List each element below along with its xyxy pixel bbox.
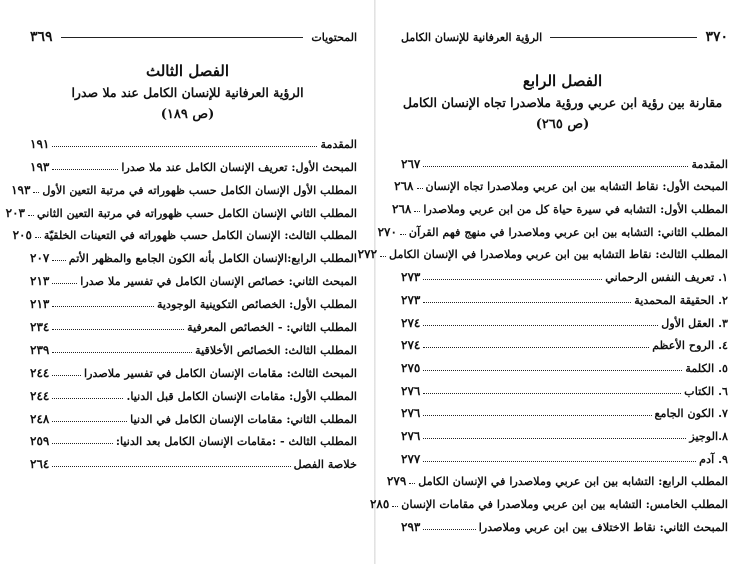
toc-entry-title: المطلب الثالث: الخصائص الأخلاقية [195, 342, 357, 357]
toc-entry [30, 128, 357, 151]
toc-entry-title: المقدمة [691, 156, 728, 171]
toc-entry-page: ٢٤٤ [30, 365, 50, 380]
toc-entry-title: المطلب الرابع:الإنسان الكامل بأنه الكون الجامع والمظهر الأتم [68, 251, 357, 266]
right-page [357, 0, 750, 564]
dot-leader [52, 329, 184, 330]
toc-entry-page: ٢٦٧ [401, 156, 421, 171]
toc-entry-page: ٢٧٩ [386, 474, 407, 489]
toc-entry [30, 242, 357, 265]
toc-entry [5, 197, 357, 220]
dot-leader [423, 461, 696, 462]
dot-leader [28, 215, 34, 216]
toc-entry [357, 239, 728, 262]
toc-entry-page: ١٩١ [30, 136, 50, 151]
dot-leader [52, 283, 77, 284]
toc-entry-page: ٢٧٤ [401, 338, 421, 353]
toc-entry-page: ٢٣٤ [30, 320, 50, 335]
toc-entry-title: المطلب الأول: التشابه في سيرة حياة كل من ابن عربي وملاصدرا [423, 202, 728, 217]
toc-entry [369, 488, 728, 511]
toc-entry [401, 352, 728, 375]
toc-entry-title: المبحث الأول: تعريف الإنسان الكامل عند ملا صدرا [121, 159, 357, 174]
toc-entry-page: ٢٥٩ [30, 434, 50, 449]
toc-entry-page: ٢٧٤ [401, 315, 421, 330]
dot-leader [52, 260, 65, 261]
dot-leader [423, 166, 688, 167]
toc-entry [30, 380, 357, 403]
toc-entry-title: المطلب الرابع: التشابه بين ابن عربي وملاصدرا في الإنسان الكامل [418, 474, 728, 489]
left-toc-list [0, 128, 378, 472]
toc-entry [30, 288, 357, 311]
toc-entry-page: ٢٤٤ [30, 388, 50, 403]
toc-entry-title: ٣. العقل الأول [661, 315, 728, 330]
toc-entry [11, 174, 357, 197]
toc-entry-page: ٢١٣ [30, 297, 50, 312]
toc-entry-title: المبحث الثالث: مقامات الإنسان الكامل في تفسير ملاصدرا [84, 365, 357, 380]
toc-entry [30, 357, 357, 380]
toc-entry-page: ٢٦٨ [392, 202, 412, 217]
toc-entry [401, 330, 728, 353]
dot-leader [52, 352, 192, 353]
toc-entry [377, 216, 728, 239]
dot-leader [423, 529, 475, 530]
toc-entry-page: ٢٦٨ [394, 179, 414, 194]
dot-leader [423, 302, 631, 303]
dot-leader [417, 188, 423, 189]
toc-entry-title: المطلب الثالث: نقاط التشابه بين ابن عربي وملاصدرا في الإنسان الكامل [389, 247, 728, 262]
toc-entry-title: المطلب الخامس: التشابه بين ابن عربي وملاصدرا في مقامات الإنسان [401, 497, 728, 511]
dot-leader [423, 347, 649, 348]
toc-entry-page: ٢٩٣ [401, 519, 421, 534]
toc-entry-page: ٢٤٨ [30, 411, 50, 426]
toc-entry [30, 403, 357, 426]
running-header-title: المحتويات [311, 30, 357, 44]
toc-entry-page: ٢٨٥ [369, 497, 390, 511]
toc-entry-page: ٢٠٣ [5, 205, 25, 220]
toc-entry-title: ٥. الكلمة [685, 360, 728, 375]
toc-entry [394, 171, 728, 194]
toc-entry [401, 420, 728, 443]
dot-leader [52, 421, 127, 422]
dot-leader [33, 192, 39, 193]
page-number: ٣٦٩ [30, 29, 53, 45]
dot-leader [423, 370, 682, 371]
chapter-subtitle: الرؤية العرفانية للإنسان الكامل عند ملا صدرا [71, 85, 304, 100]
chapter-subtitle: مقارنة بين رؤية ابن عربي ورؤية ملاصدرا تجاه الإنسان الكامل [402, 95, 723, 110]
right-toc-list [357, 148, 750, 534]
toc-entry-page: ٢٧٢ [357, 247, 378, 262]
toc-entry-page: ٢١٣ [30, 274, 50, 289]
toc-entry [12, 220, 357, 243]
right-chapter-heading [375, 70, 750, 136]
dot-leader [52, 466, 290, 467]
toc-entry-title: المبحث الأول: نقاط التشابه بين ابن عربي وملاصدرا تجاه الإنسان [425, 179, 728, 194]
dot-leader [52, 306, 154, 307]
dot-leader [409, 483, 415, 484]
chapter-title: الفصل الرابع [522, 72, 603, 90]
toc-entry-page: ٢٠٧ [30, 251, 50, 266]
dot-leader [52, 146, 317, 147]
dot-leader [414, 211, 420, 212]
dot-leader [35, 237, 41, 238]
dot-leader [423, 393, 681, 394]
toc-entry [386, 466, 728, 489]
toc-entry-title: ٢. الحقيقة المحمدية [634, 292, 728, 307]
toc-entry-title: المبحث الثاني: نقاط الاختلاف بين ابن عربي وملاصدرا [478, 519, 728, 534]
dot-leader [380, 256, 386, 257]
toc-entry-page: ٢٧٦ [401, 428, 421, 443]
toc-entry [30, 448, 357, 471]
toc-entry [30, 151, 357, 174]
toc-entry-title: المطلب الأول الإنسان الكامل حسب ظهوراته في مرتبة التعين الأول [42, 182, 357, 197]
dot-leader [423, 438, 686, 439]
toc-entry-page: ٢٧٣ [401, 270, 421, 285]
toc-entry-title: خلاصة الفصل [293, 457, 357, 472]
header-rule [61, 37, 304, 38]
dot-leader [52, 443, 113, 444]
toc-entry-page: ٢٧٦ [401, 383, 421, 398]
toc-entry-title: ٦. الكتاب [684, 383, 728, 398]
dot-leader [423, 279, 602, 280]
toc-entry-page: ١٩٣ [11, 182, 31, 197]
left-chapter-heading [0, 60, 375, 126]
chapter-page-ref: (ص ١٨٩) [160, 107, 215, 122]
toc-entry-page: ٢٧٧ [401, 451, 421, 466]
toc-entry [30, 426, 357, 449]
dot-leader [400, 234, 406, 235]
chapter-title: الفصل الثالث [145, 62, 230, 80]
toc-entry-title: المطلب الثاني الإنسان الكامل حسب ظهوراته في مرتبة التعين الثاني [36, 205, 357, 220]
dot-leader [423, 325, 658, 326]
dot-leader [52, 398, 123, 399]
toc-entry [30, 311, 357, 334]
dot-leader [52, 375, 81, 376]
toc-entry-title: المطلب الثاني: - الخصائص المعرفية [187, 320, 357, 335]
toc-entry [401, 307, 728, 330]
toc-entry-title: ٩. آدم [699, 451, 728, 466]
toc-entry-page: ٢٧٥ [401, 360, 421, 375]
toc-entry-page: ٢٦٤ [30, 457, 50, 472]
chapter-page-ref: (ص ٢٦٥) [535, 117, 590, 132]
toc-entry-title: المطلب الأول: مقامات الإنسان الكامل قبل الدنيا. [126, 388, 357, 403]
toc-entry-page: ١٩٣ [30, 159, 50, 174]
toc-entry-page: ٢٧٣ [401, 292, 421, 307]
dot-leader [52, 169, 118, 170]
toc-entry-title: ٨.الوجيز [689, 428, 728, 443]
toc-entry-title: المطلب الثاني: التشابه بين ابن عربي وملاصدرا في منهج فهم القرآن [408, 224, 728, 239]
toc-entry-title: ٧. الكون الجامع [654, 406, 728, 421]
toc-entry-page: ٢٧٦ [401, 406, 421, 421]
toc-entry-title: المطلب الثاني: مقامات الإنسان الكامل في الدنيا [130, 411, 357, 426]
toc-entry [401, 261, 728, 284]
running-header-title: الرؤية العرفانية للإنسان الكامل [401, 30, 543, 44]
toc-entry-title: ١. تعريف النفس الرحماني [605, 270, 728, 285]
toc-entry [401, 443, 728, 466]
toc-entry-page: ٢٣٩ [30, 342, 50, 357]
toc-entry [401, 375, 728, 398]
toc-entry-title: المبحث الثاني: خصائص الإنسان الكامل في تفسير ملا صدرا [80, 274, 357, 289]
toc-entry-title: المطلب الثالث - :مقامات الإنسان الكامل بعد الدنيا: [115, 434, 357, 449]
toc-entry [401, 511, 728, 534]
page-number: ٣٧٠ [705, 29, 728, 45]
toc-entry-title: المقدمة [320, 136, 357, 151]
toc-entry [30, 265, 357, 288]
toc-entry-title: المطلب الأول: الخصائص التكوينية الوجودية [156, 297, 357, 312]
toc-entry-page: ٢٠٥ [12, 228, 32, 243]
dot-leader [423, 415, 651, 416]
toc-entry [401, 398, 728, 421]
toc-entry-page: ٢٧٠ [377, 224, 397, 239]
toc-entry [401, 284, 728, 307]
right-running-header [375, 26, 750, 48]
toc-entry [401, 148, 728, 171]
dot-leader [392, 506, 398, 507]
toc-entry-title: المطلب الثالث: الإنسان الكامل حسب ظهوراته في التعينات الخلقيّة [43, 228, 357, 243]
left-running-header [0, 26, 375, 48]
header-rule [550, 37, 697, 38]
toc-entry [30, 334, 357, 357]
toc-entry-title: ٤. الروح الأعظم [652, 338, 728, 353]
toc-entry [392, 193, 728, 217]
